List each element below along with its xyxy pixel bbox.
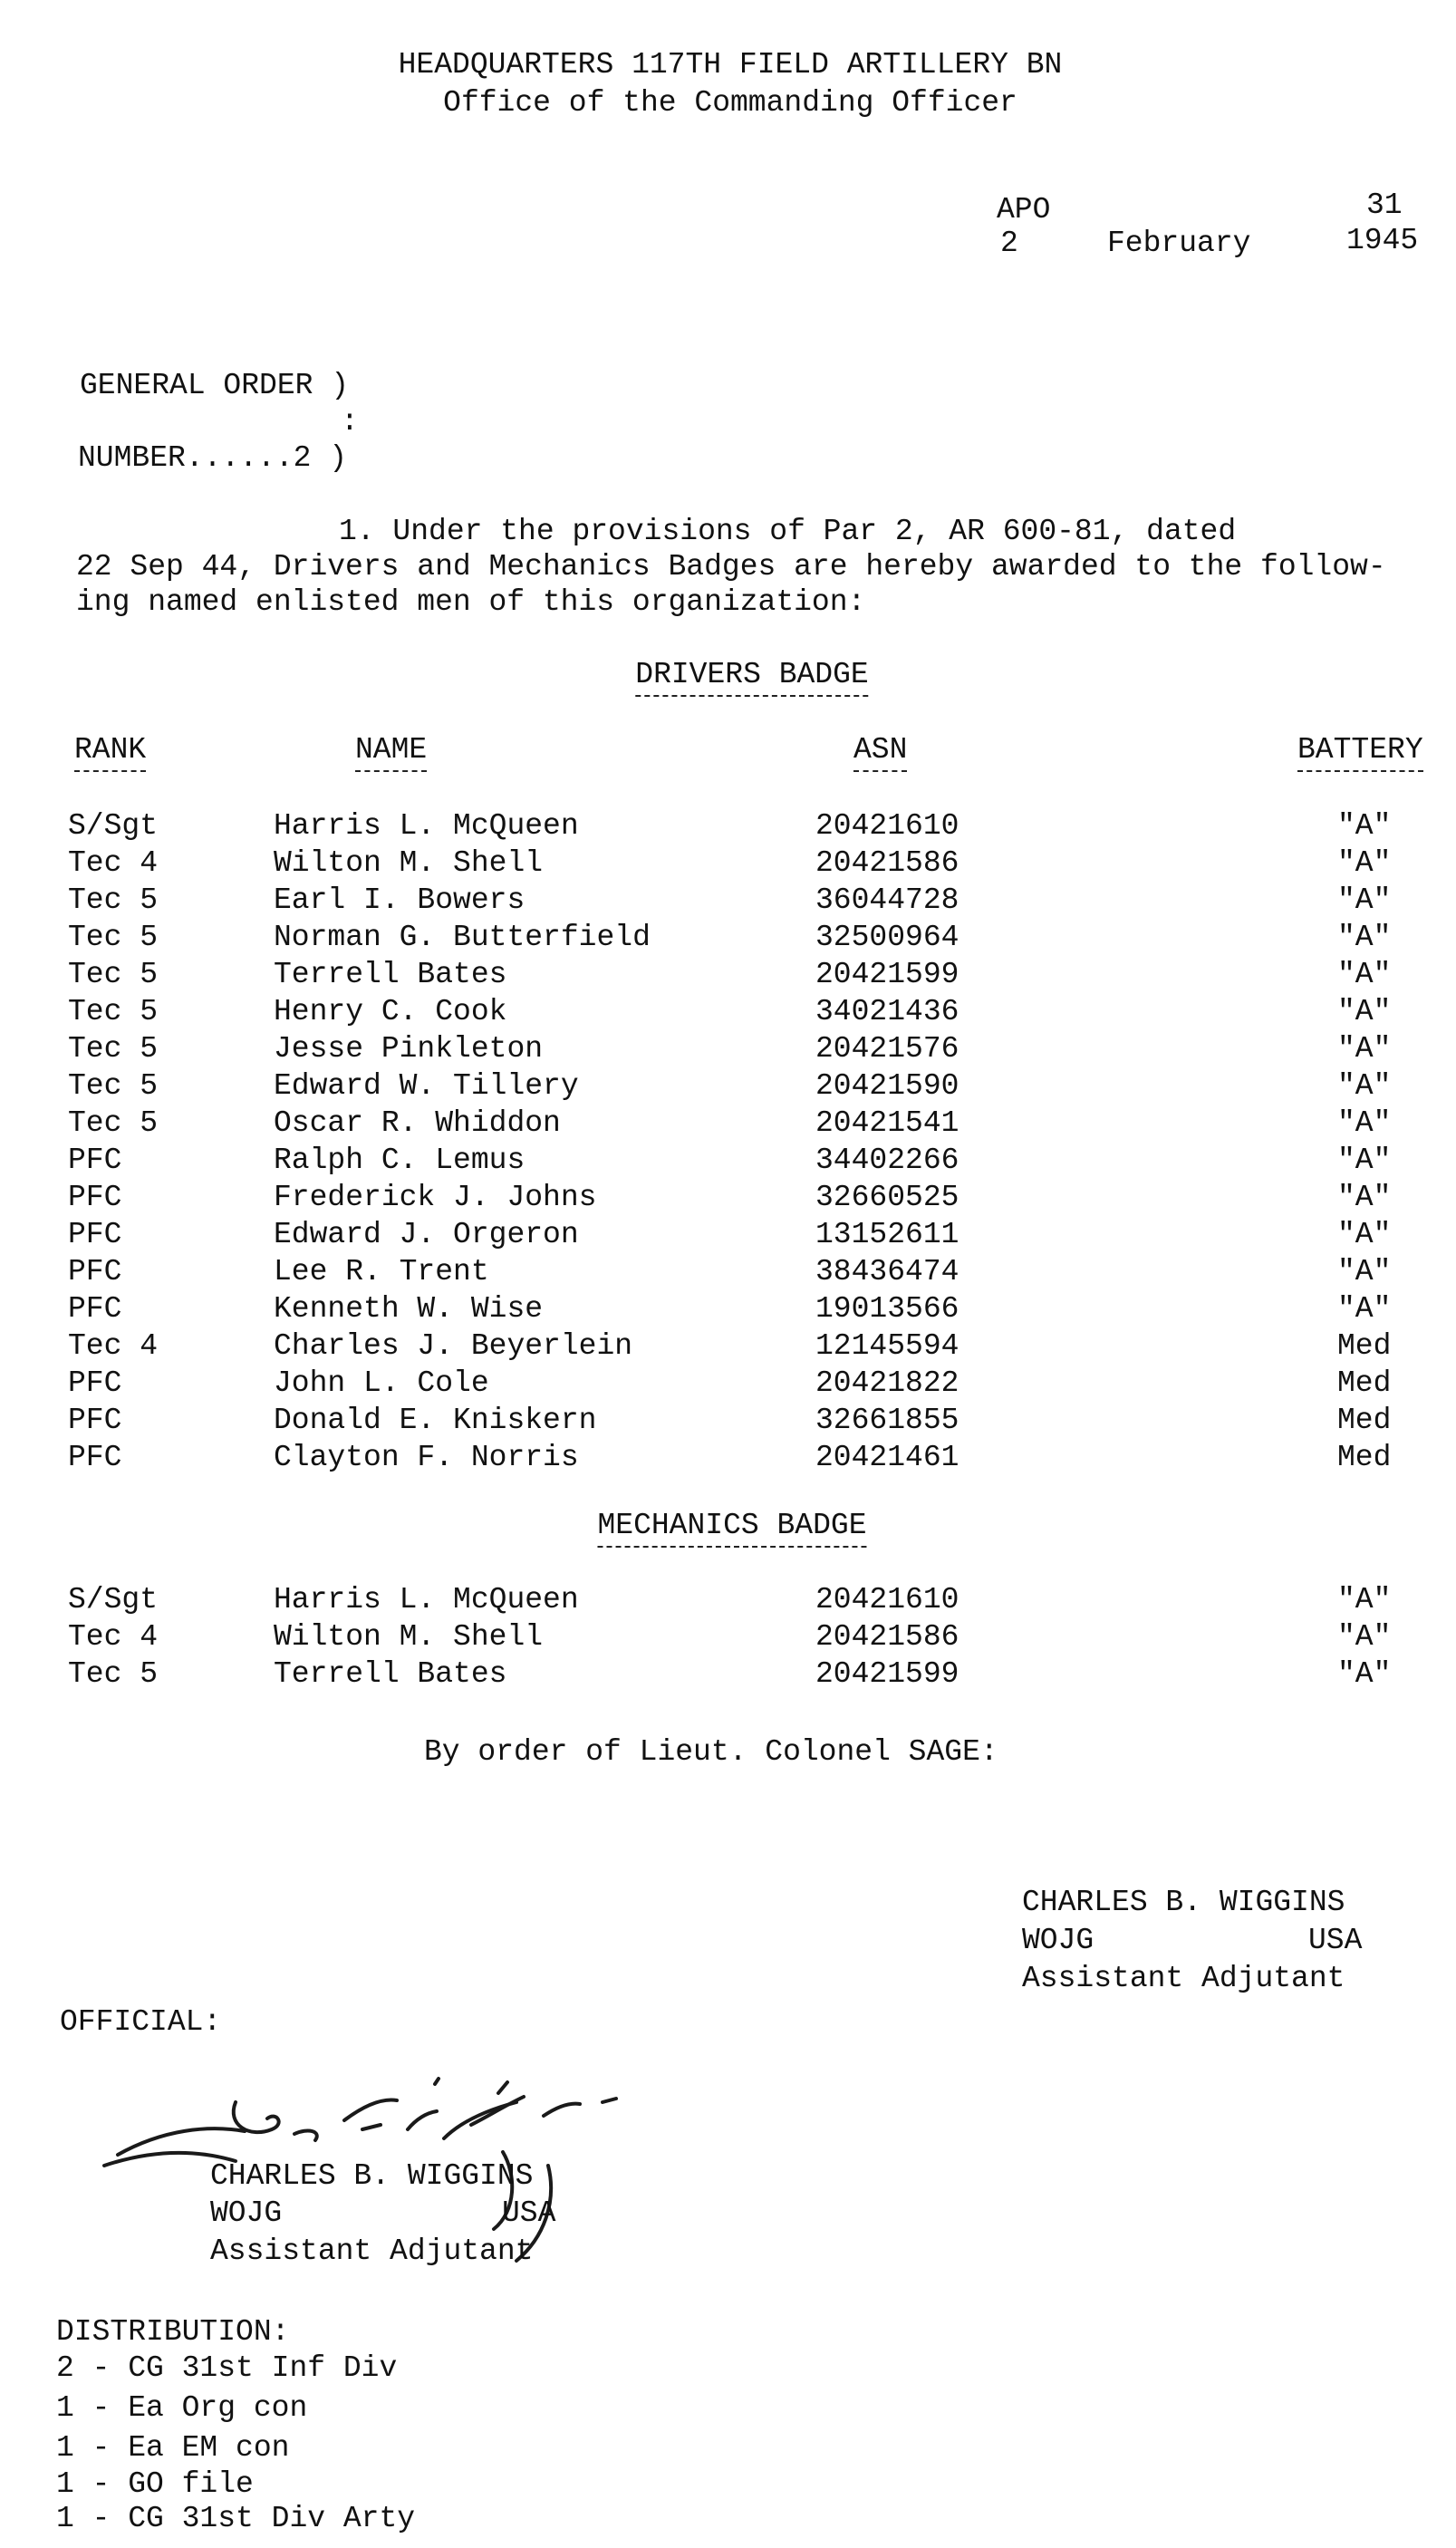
rank-cell: Tec 5: [68, 995, 159, 1028]
battery-cell: "A": [1337, 921, 1392, 954]
battery-cell: Med: [1337, 1366, 1392, 1400]
name-cell: Harris L. McQueen: [274, 809, 579, 843]
name-cell: Jesse Pinkleton: [274, 1032, 544, 1066]
column-header-rank: RANK: [74, 732, 146, 772]
battery-cell: Med: [1337, 1404, 1392, 1437]
name-cell: Clayton F. Norris: [274, 1441, 579, 1474]
battery-cell: "A": [1337, 958, 1392, 991]
column-header-name: NAME: [355, 732, 427, 772]
battery-cell: "A": [1337, 995, 1392, 1028]
battery-cell: "A": [1337, 1144, 1392, 1177]
general-order-number: NUMBER......2 ): [78, 441, 348, 475]
battery-cell: "A": [1337, 846, 1392, 880]
name-cell: Kenneth W. Wise: [274, 1292, 544, 1326]
asn-cell: 20421610: [815, 1583, 959, 1617]
battery-cell: "A": [1337, 1255, 1392, 1288]
rank-cell: Tec 4: [68, 1329, 159, 1363]
battery-cell: "A": [1337, 1583, 1392, 1617]
rank-cell: PFC: [68, 1441, 122, 1474]
table-row: [0, 1143, 1456, 1180]
table-row: [0, 808, 1456, 845]
distribution-title: DISTRIBUTION:: [56, 2315, 290, 2349]
table-row: [0, 1180, 1456, 1217]
list-item: 1 - Ea EM con: [56, 2431, 290, 2465]
list-item: 1 - GO file: [56, 2467, 254, 2501]
asn-cell: 20421599: [815, 1657, 959, 1691]
name-cell: Edward J. Orgeron: [274, 1218, 579, 1251]
name-cell: Earl I. Bowers: [274, 883, 526, 917]
battery-cell: "A": [1337, 809, 1392, 843]
header-line-1: HEADQUARTERS 117TH FIELD ARTILLERY BN: [398, 48, 1063, 82]
date-month: February: [1107, 227, 1251, 260]
battery-cell: "A": [1337, 1292, 1392, 1326]
name-cell: Wilton M. Shell: [274, 1620, 544, 1654]
authority-line: By order of Lieut. Colonel SAGE:: [424, 1735, 998, 1769]
asn-cell: 32500964: [815, 921, 959, 954]
battery-cell: "A": [1337, 1218, 1392, 1251]
column-header-asn: ASN: [853, 732, 907, 772]
asn-cell: 12145594: [815, 1329, 959, 1363]
table-row: [0, 1291, 1456, 1328]
table-row: [0, 1440, 1456, 1477]
date-year: 1945: [1346, 224, 1419, 257]
rank-cell: Tec 4: [68, 1620, 159, 1654]
rank-cell: PFC: [68, 1366, 122, 1400]
table-row: [0, 957, 1456, 994]
asn-cell: 20421586: [815, 1620, 959, 1654]
signatory-bottom-rank: WOJG: [210, 2196, 283, 2230]
rank-cell: Tec 5: [68, 883, 159, 917]
signatory-top-title: Assistant Adjutant: [1022, 1962, 1345, 1995]
asn-cell: 20421586: [815, 846, 959, 880]
asn-cell: 34402266: [815, 1144, 959, 1177]
table-row: [0, 1656, 1456, 1694]
signatory-bottom-title: Assistant Adjutant: [210, 2234, 534, 2268]
column-header-battery: BATTERY: [1297, 732, 1423, 772]
asn-cell: 13152611: [815, 1218, 959, 1251]
rank-cell: Tec 5: [68, 1106, 159, 1140]
date-day: 2: [1000, 227, 1018, 260]
rank-cell: PFC: [68, 1218, 122, 1251]
battery-cell: "A": [1337, 1181, 1392, 1214]
paragraph-line-1: 1. Under the provisions of Par 2, AR 600-81, dated: [339, 515, 1237, 548]
battery-cell: "A": [1337, 1657, 1392, 1691]
name-cell: Harris L. McQueen: [274, 1583, 579, 1617]
asn-cell: 34021436: [815, 995, 959, 1028]
battery-cell: "A": [1337, 1032, 1392, 1066]
signatory-bottom-branch: USA: [502, 2196, 556, 2230]
table-row: [0, 1068, 1456, 1105]
header-line-2: Office of the Commanding Officer: [443, 86, 1017, 120]
apo-number: 31: [1366, 188, 1403, 222]
table-row: [0, 1254, 1456, 1291]
table-row: [0, 1031, 1456, 1068]
table-row: [0, 1105, 1456, 1143]
asn-cell: 32661855: [815, 1404, 959, 1437]
paragraph-line-2: 22 Sep 44, Drivers and Mechanics Badges are hereby awarded to the follow-: [76, 550, 1386, 584]
rank-cell: S/Sgt: [68, 1583, 159, 1617]
list-item: 1 - CG 31st Div Arty: [56, 2502, 416, 2535]
asn-cell: 20421576: [815, 1032, 959, 1066]
name-cell: John L. Cole: [274, 1366, 489, 1400]
battery-cell: "A": [1337, 1106, 1392, 1140]
table-row: [0, 845, 1456, 883]
table-row: [0, 1217, 1456, 1254]
table-row: [0, 1328, 1456, 1366]
signatory-top-branch: USA: [1308, 1924, 1363, 1957]
battery-cell: "A": [1337, 1620, 1392, 1654]
table-row: [0, 1582, 1456, 1619]
table-row: [0, 1403, 1456, 1440]
mechanics-badge-title: MECHANICS BADGE: [597, 1508, 866, 1548]
rank-cell: PFC: [68, 1404, 122, 1437]
signatory-top-name: CHARLES B. WIGGINS: [1022, 1886, 1345, 1919]
name-cell: Henry C. Cook: [274, 995, 507, 1028]
name-cell: Frederick J. Johns: [274, 1181, 597, 1214]
name-cell: Edward W. Tillery: [274, 1069, 579, 1103]
general-order-label: GENERAL ORDER ): [80, 369, 350, 402]
name-cell: Terrell Bates: [274, 1657, 507, 1691]
rank-cell: Tec 4: [68, 846, 159, 880]
general-order-colon: :: [341, 405, 359, 439]
table-row: [0, 1619, 1456, 1656]
table-row: [0, 1366, 1456, 1403]
name-cell: Lee R. Trent: [274, 1255, 489, 1288]
list-item: 2 - CG 31st Inf Div: [56, 2351, 398, 2385]
drivers-badge-title: DRIVERS BADGE: [635, 657, 868, 697]
asn-cell: 19013566: [815, 1292, 959, 1326]
battery-cell: "A": [1337, 883, 1392, 917]
official-label: OFFICIAL:: [60, 2005, 222, 2039]
name-cell: Ralph C. Lemus: [274, 1144, 526, 1177]
rank-cell: Tec 5: [68, 921, 159, 954]
asn-cell: 38436474: [815, 1255, 959, 1288]
asn-cell: 20421822: [815, 1366, 959, 1400]
name-cell: Oscar R. Whiddon: [274, 1106, 561, 1140]
rank-cell: Tec 5: [68, 958, 159, 991]
apo-label: APO: [997, 193, 1051, 227]
asn-cell: 20421599: [815, 958, 959, 991]
battery-cell: Med: [1337, 1329, 1392, 1363]
rank-cell: Tec 5: [68, 1657, 159, 1691]
table-row: [0, 994, 1456, 1031]
battery-cell: "A": [1337, 1069, 1392, 1103]
asn-cell: 20421541: [815, 1106, 959, 1140]
rank-cell: PFC: [68, 1181, 122, 1214]
rank-cell: S/Sgt: [68, 809, 159, 843]
table-row: [0, 920, 1456, 957]
name-cell: Terrell Bates: [274, 958, 507, 991]
list-item: 1 - Ea Org con: [56, 2391, 308, 2425]
signatory-top-rank: WOJG: [1022, 1924, 1094, 1957]
asn-cell: 32660525: [815, 1181, 959, 1214]
name-cell: Charles J. Beyerlein: [274, 1329, 633, 1363]
name-cell: Norman G. Butterfield: [274, 921, 651, 954]
rank-cell: Tec 5: [68, 1032, 159, 1066]
name-cell: Wilton M. Shell: [274, 846, 544, 880]
table-row: [0, 883, 1456, 920]
name-cell: Donald E. Kniskern: [274, 1404, 597, 1437]
asn-cell: 20421610: [815, 809, 959, 843]
signatory-bottom-name: CHARLES B. WIGGINS: [210, 2159, 534, 2193]
battery-cell: Med: [1337, 1441, 1392, 1474]
paragraph-line-3: ing named enlisted men of this organization:: [76, 585, 866, 619]
rank-cell: PFC: [68, 1144, 122, 1177]
rank-cell: Tec 5: [68, 1069, 159, 1103]
asn-cell: 20421461: [815, 1441, 959, 1474]
rank-cell: PFC: [68, 1255, 122, 1288]
asn-cell: 36044728: [815, 883, 959, 917]
rank-cell: PFC: [68, 1292, 122, 1326]
asn-cell: 20421590: [815, 1069, 959, 1103]
